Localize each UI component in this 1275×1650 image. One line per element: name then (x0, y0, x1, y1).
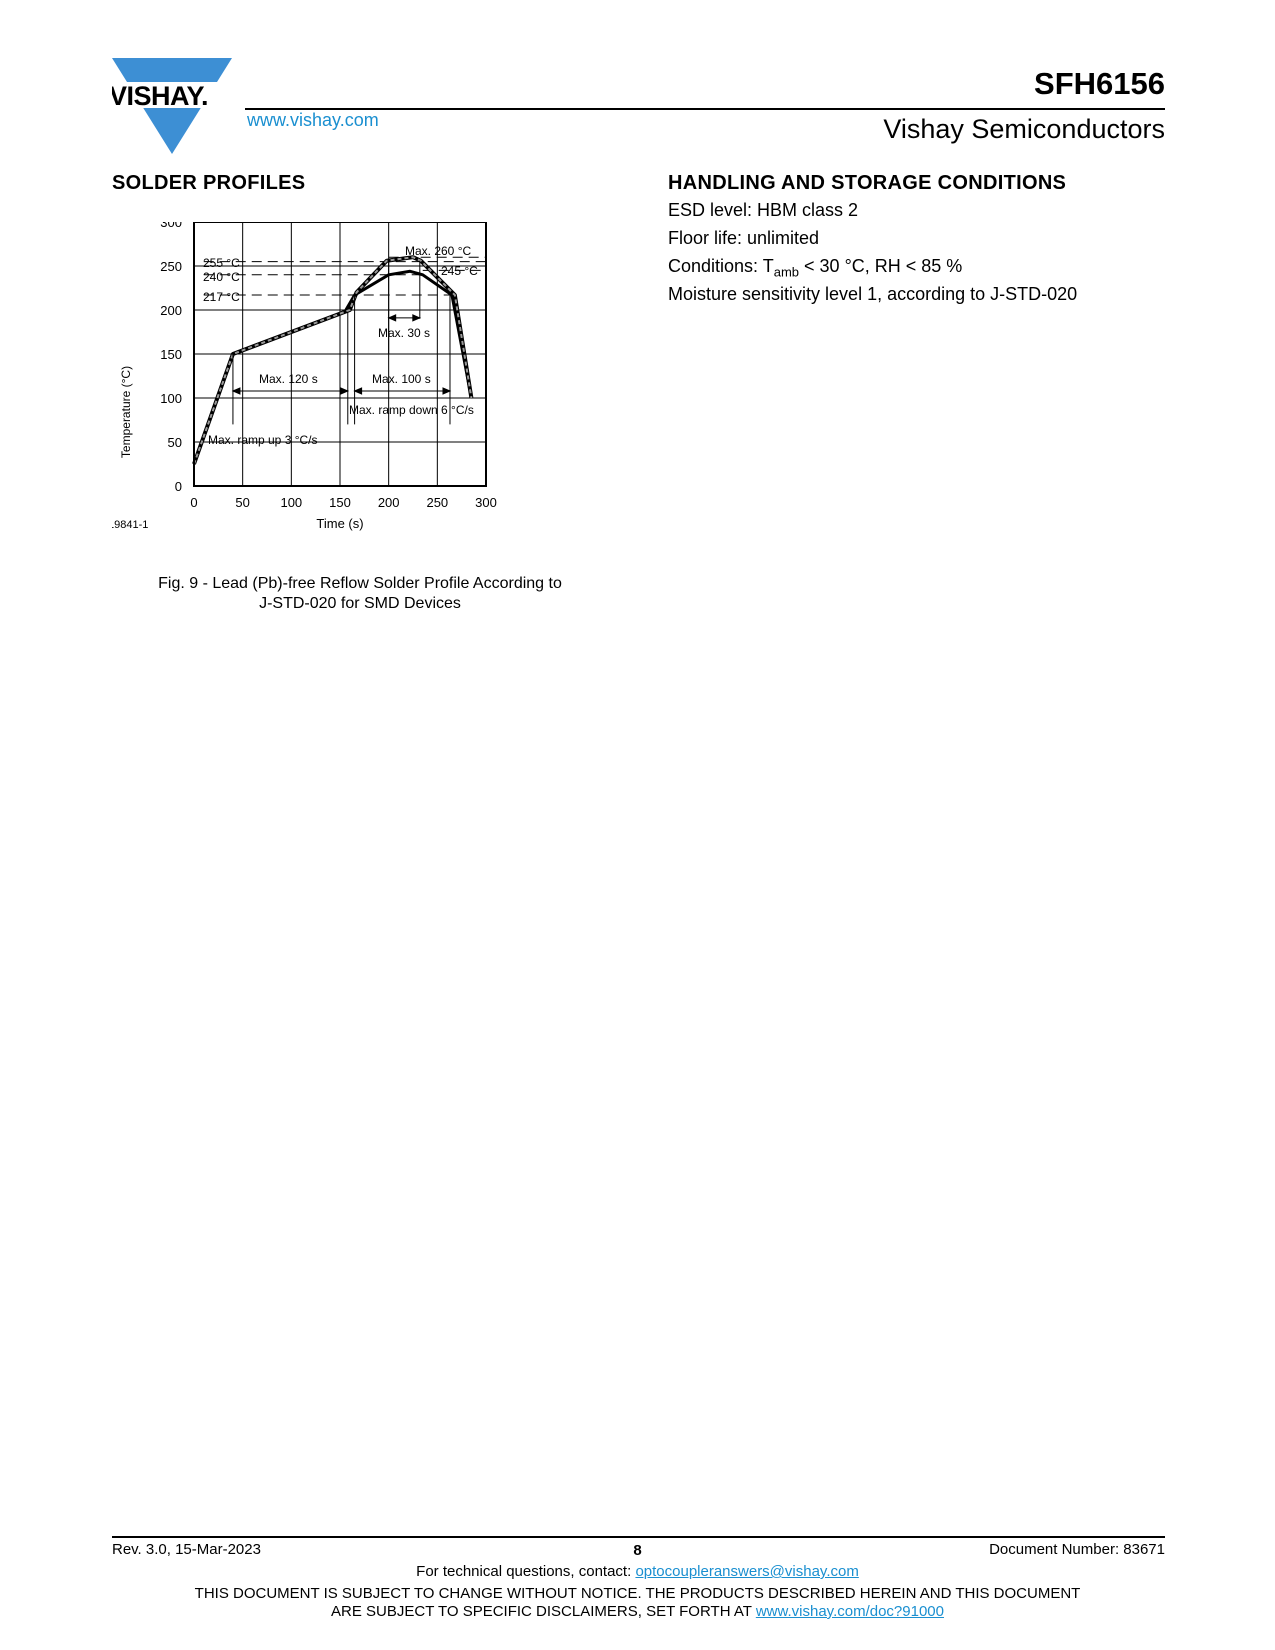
chart-svg (112, 222, 552, 562)
label-217: 217 °C (203, 290, 240, 304)
disclaimer-link[interactable]: www.vishay.com/doc?91000 (755, 1603, 944, 1620)
conditions-line (668, 256, 962, 280)
y-tick-label: 300 (160, 222, 182, 230)
disclaimer-line-1: THIS DOCUMENT IS SUBJECT TO CHANGE WITHOUT NOTICE. THE PRODUCTS DESCRIBED HEREIN AND THIS DOCUMENT (194, 1585, 1081, 1602)
y-tick-label: 50 (167, 435, 182, 450)
document-number: Document Number: 83671 (989, 1541, 1165, 1558)
x-tick-label: 150 (329, 495, 351, 510)
x-tick-label: 300 (475, 495, 497, 510)
arrowhead (341, 388, 348, 394)
label-255: 255 °C (203, 256, 240, 270)
label-max-30s: Max. 30 s (378, 326, 431, 340)
page-number: 8 (633, 1542, 642, 1559)
y-tick-label: 100 (160, 391, 182, 406)
moisture-sensitivity: Moisture sensitivity level 1, according to J-STD-020 (668, 284, 1078, 304)
x-tick-label: 250 (426, 495, 449, 510)
conditions-suffix: < 30 °C, RH < 85 % (799, 256, 963, 276)
company-name: Vishay Semiconductors (883, 114, 1165, 144)
arrowhead (443, 388, 450, 394)
revision: Rev. 3.0, 15-Mar-2023 (112, 1541, 261, 1558)
x-tick-label: 0 (190, 495, 198, 510)
label-ramp-up: Max. ramp up 3 °C/s (208, 433, 318, 447)
solder-profiles-heading: SOLDER PROFILES (112, 172, 306, 194)
disclaimer-prefix: ARE SUBJECT TO SPECIFIC DISCLAIMERS, SET FORTH AT (331, 1603, 756, 1620)
x-tick-label: 200 (377, 495, 400, 510)
part-number: SFH6156 (1034, 66, 1165, 101)
solder-profile-chart (112, 222, 552, 562)
arrowhead (355, 388, 362, 394)
y-tick-label: 200 (160, 303, 182, 318)
x-tick-label: 50 (235, 495, 250, 510)
conditions-subscript: amb (773, 264, 800, 280)
contact-line (0, 1563, 1275, 1580)
caption-line-2: J-STD-020 for SMD Devices (259, 595, 461, 612)
header-rule (245, 108, 1165, 110)
label-240: 240 °C (203, 270, 240, 284)
label-max-120s: Max. 120 s (259, 372, 318, 386)
arrowhead (233, 388, 240, 394)
contact-prefix: For technical questions, contact: (416, 1563, 636, 1580)
footer-rule (112, 1536, 1165, 1538)
caption-line-1: Fig. 9 - Lead (Pb)-free Reflow Solder Profile According to (158, 575, 562, 592)
esd-level: ESD level: HBM class 2 (668, 200, 859, 220)
contact-email-link[interactable]: optocoupleranswers@vishay.com (635, 1563, 859, 1580)
disclaimer (100, 1585, 1175, 1621)
label-245: 245 °C (441, 264, 478, 278)
disclaimer-line-2 (100, 1603, 1175, 1621)
x-tick-label: 100 (280, 495, 303, 510)
figure-caption (130, 574, 590, 614)
x-axis-label: Time (s) (316, 516, 364, 531)
label-max-260: Max. 260 °C (405, 244, 472, 258)
label-max-100s: Max. 100 s (372, 372, 431, 386)
arrowhead (413, 315, 420, 321)
label-ramp-down: Max. ramp down 6 °C/s (349, 403, 474, 417)
vishay-logo (112, 58, 232, 159)
floor-life: Floor life: unlimited (668, 228, 820, 248)
y-axis-label: Temperature (°C) (119, 365, 133, 459)
logo-text: VISHAY. (112, 81, 209, 111)
arrowhead (389, 315, 396, 321)
handling-storage-heading: HANDLING AND STORAGE CONDITIONS (668, 172, 1067, 194)
y-tick-label: 150 (160, 347, 182, 362)
y-tick-label: 250 (160, 259, 182, 274)
website-link[interactable]: www.vishay.com (247, 110, 379, 130)
conditions-prefix: Conditions: T (668, 256, 774, 276)
y-tick-label: 0 (174, 479, 182, 494)
figure-id: 19841-1 (112, 519, 149, 531)
